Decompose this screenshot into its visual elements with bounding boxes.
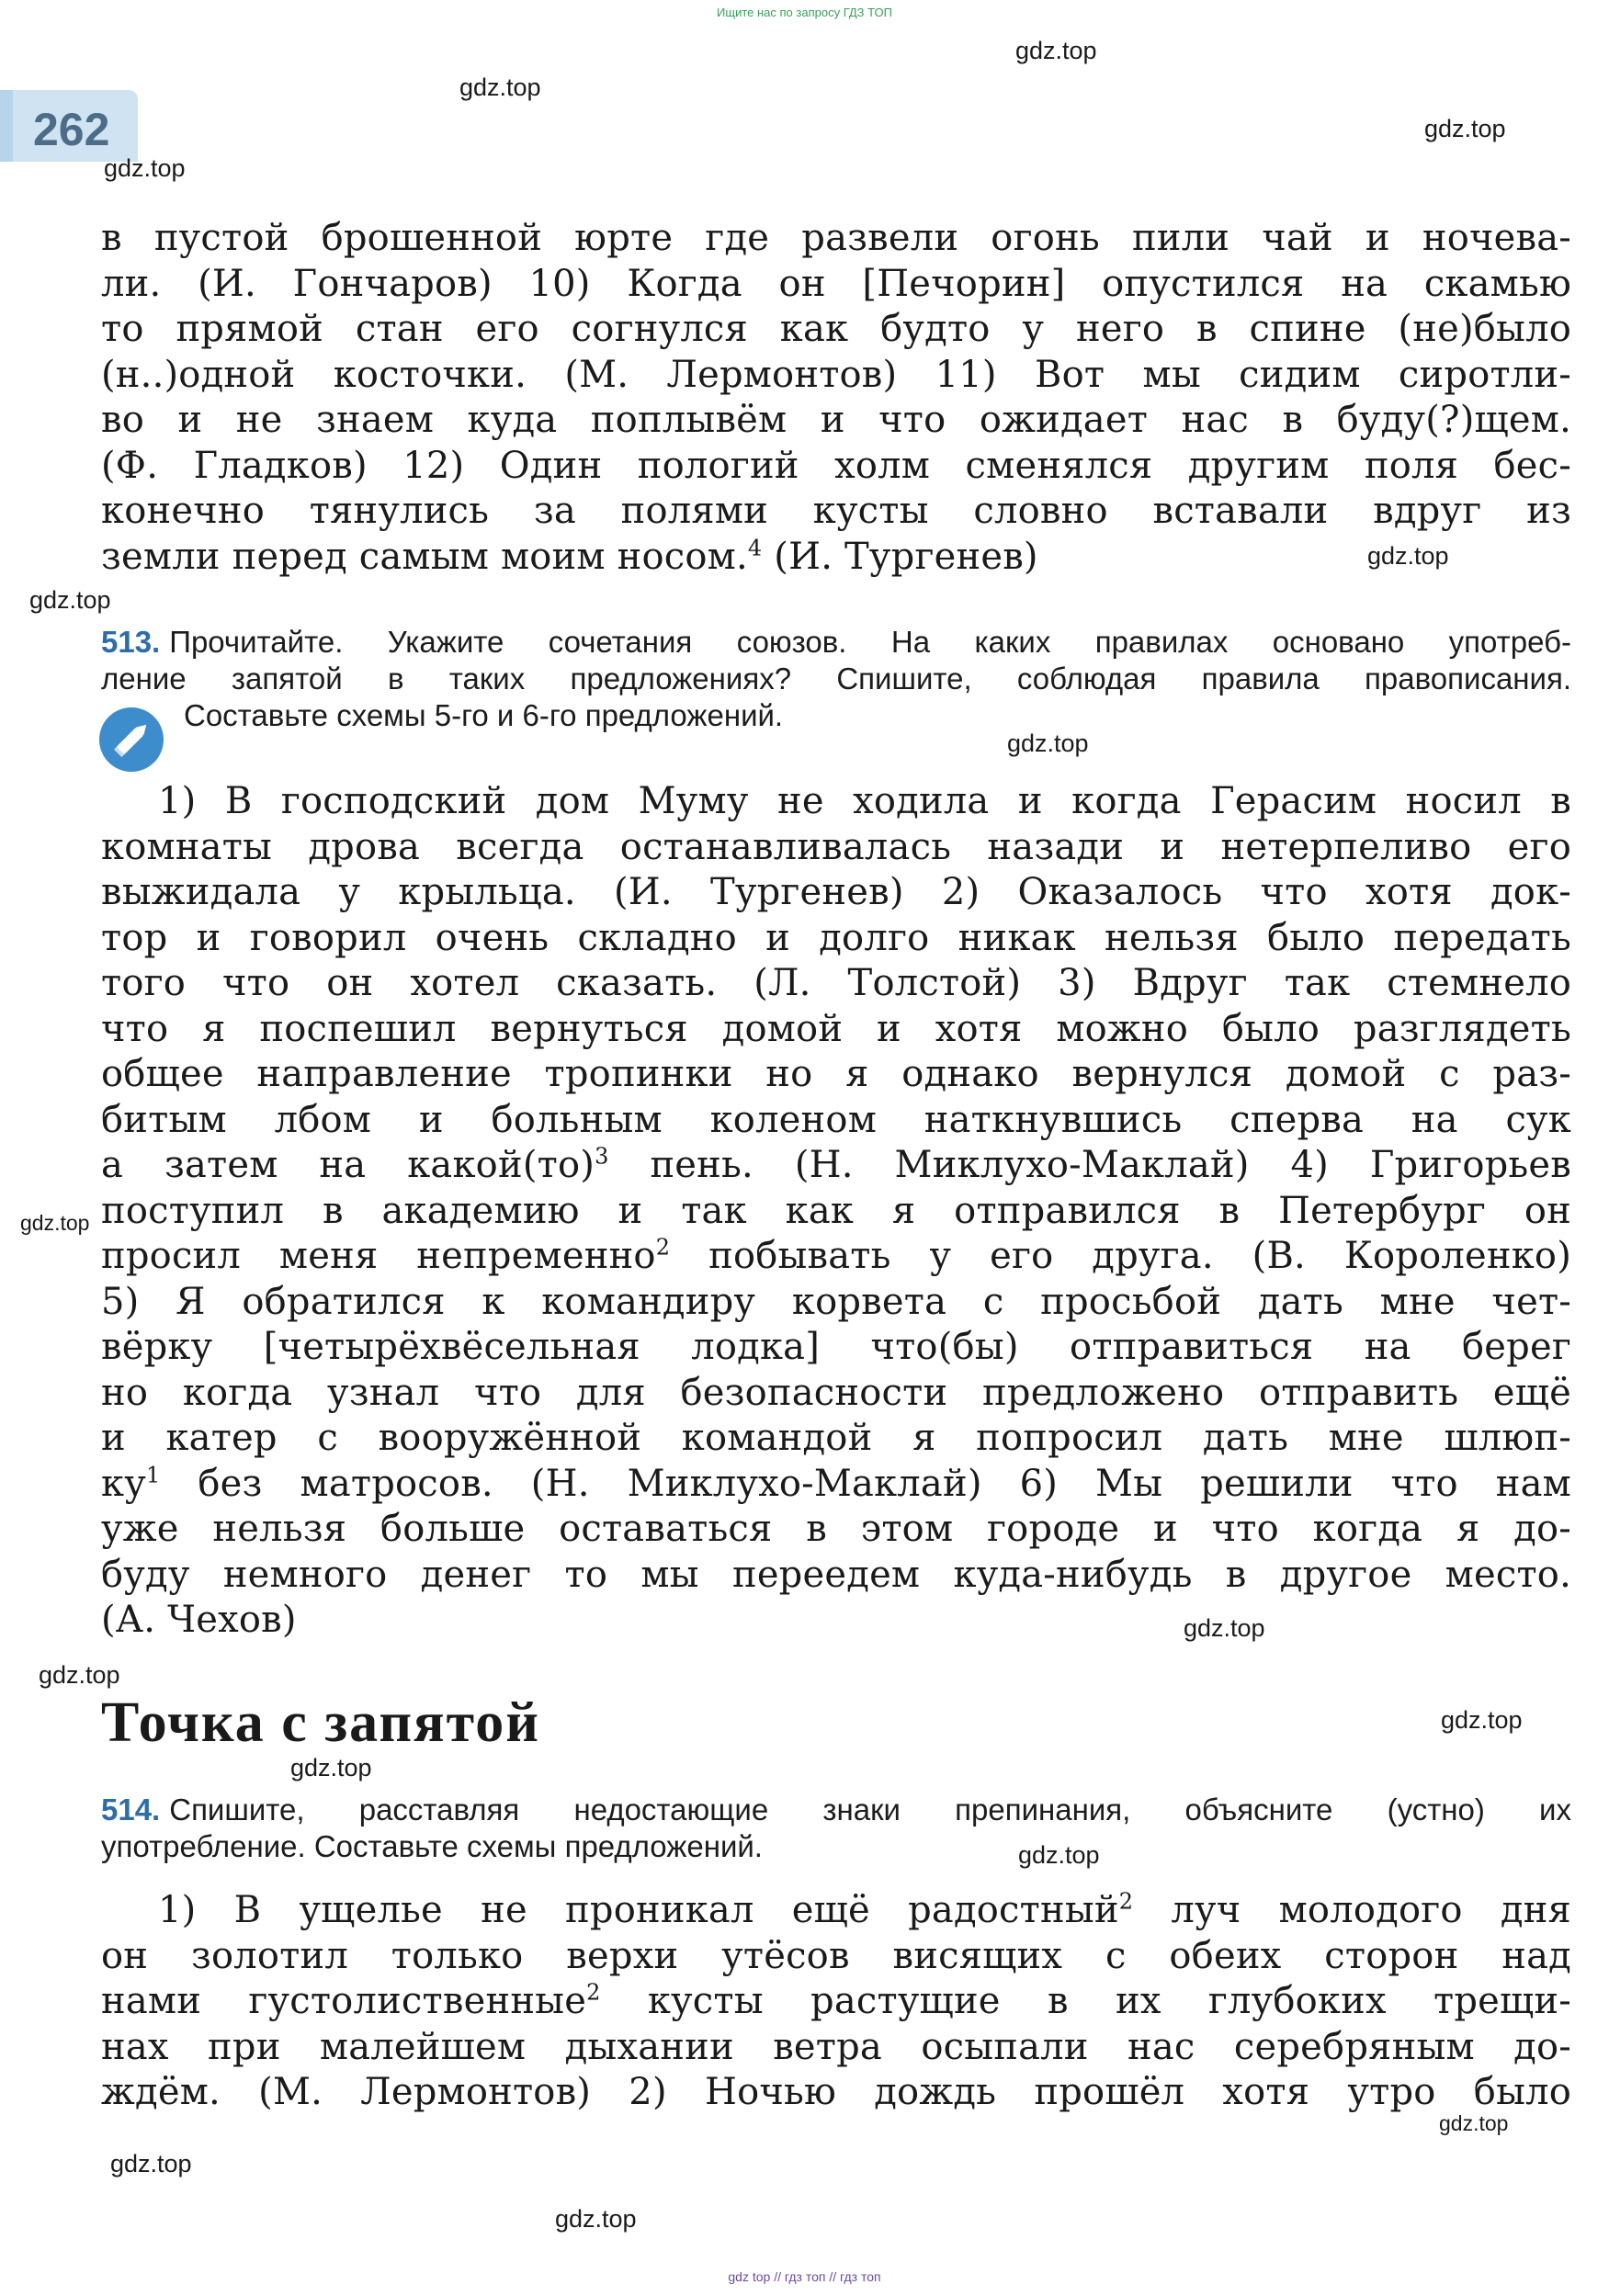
text-line: того что он хотел сказать. (Л. Толстой) 3) Вдруг так стемнело [101,962,1571,1004]
paragraph-top [101,216,1571,580]
text-line: ли. (И. Гончаров) 10) Когда он [Печорин] опустился на скамью [101,262,1571,305]
instruction-line: 514. Спишите, расставляя недостающие знаки препинания, объясните (устно) их [101,1793,1571,1827]
text-line: поступил в академию и так как я отправился в Петербург он [101,1189,1571,1232]
exercise-514-text [101,1888,1571,2116]
footnote-mark: 2 [586,1979,601,2006]
section-heading: Точка с запятой [101,1691,540,1754]
text-line: общее направление тропинки но я однако вернулся домой с раз- [101,1053,1571,1095]
footnote-mark: 3 [595,1143,609,1170]
text-line: вёрку [четырёхвёсельная лодка] что(бы) отправиться на берег [101,1326,1571,1368]
exercise-number: 514. [101,1793,161,1827]
text-line: 1) В господский дом Муму не ходила и когда Герасим носил в [158,780,1571,822]
footnote-mark: 4 [747,535,763,561]
text-line: тор и говорил очень складно и долго никак нельзя было передать [101,916,1571,959]
text-line: ждём. (М. Лермонтов) 2) Ночью дождь прошёл хотя утро было [101,2071,1571,2113]
instruction-line: 513. Прочитайте. Укажите сочетания союзов. На каких правилах основано употреб- [101,625,1571,659]
text-line: выжидала у крыльца. (И. Тургенев) 2) Оказалось что хотя док- [101,871,1571,913]
page-number: 262 [33,104,110,155]
text-line: (н..)одной косточки. (М. Лермонтов) 11) Вот мы сидим сиротли- [101,353,1571,396]
text-line: в пустой брошенной юрте где развели огонь пили чай и ночева- [101,217,1571,259]
exercise-514-instructions [101,1792,1571,1865]
text-line: (Ф. Гладков) 12) Один пологий холм сменялся другим поля бес- [101,444,1571,487]
watermark: gdz.top [110,2150,192,2177]
text-line: 1) В ущелье не проникал ещё радостный$^2$ луч молодого дня [158,1888,1571,1931]
watermark: gdz.top [1018,1841,1100,1869]
text-line: уже нельзя больше оставаться в этом городе и что когда я до- [101,1508,1571,1550]
footnote-mark: 2 [655,1234,671,1261]
watermark: gdz.top [1441,1706,1523,1734]
watermark: gdz.top [1015,37,1097,64]
text-line: он золотил только верхи утёсов висящих с обеих сторон над [101,1934,1571,1977]
text-line: то прямой стан его согнулся как будто у него в спине (не)было [101,308,1571,350]
exercise-513-text [101,779,1571,1644]
exercise-513-instructions [101,624,1571,734]
text-line: но когда узнал что для безопасности предложено отправить ещё [101,1371,1571,1414]
text-line: просил меня непременно$^2$ побывать у его друга. (В. Короленко) [101,1234,1571,1277]
footnote-mark: 2 [1118,1888,1134,1915]
text-line: $ку^1$ без матросов. (Н. Миклухо-Маклай) 6) Мы решили что нам [101,1462,1571,1505]
text-line: битым лбом и больным коленом наткнувшись сперва на сук [101,1098,1571,1141]
watermark: gdz.top [104,154,186,182]
watermark: gdz.top [29,586,111,614]
text-line: нами густолиственные$^2$ кусты растущие в их глубоких трещи- [101,1979,1571,2022]
exercise-number: 513. [101,625,161,659]
watermark: gdz.top [1439,2111,1509,2135]
instruction-line: ление запятой в таких предложениях? Спишите, соблюдая правила правописания. [101,662,1571,696]
footer: gdz top // гдз топ // гдз топ [728,2269,881,2284]
watermark: gdz.top [1007,730,1089,757]
watermark: gdz.top [290,1754,372,1781]
watermark: gdz.top [459,74,541,101]
text-line: и катер с вооружённой командой я попросил дать мне шлюп- [101,1417,1571,1459]
text-line: земли перед самым моим носом.$^4$ (И. Тургенев) [101,535,1038,578]
instruction-line: Составьте схемы 5-го и 6-го предложений. [184,698,784,732]
watermark: gdz.top [20,1211,90,1235]
watermark: gdz.top [1184,1614,1265,1642]
text-line: во и не знаем куда поплывём и что ожидает нас в буду(?)щем. [101,399,1571,441]
page-number-tab-strip [0,90,13,162]
text-line: конечно тянулись за полями кусты словно вставали вдруг из [101,490,1571,532]
instruction-line: употребление. Составьте схемы предложений. [101,1829,763,1863]
text-line: а затем на какой(то)$^3$ пень. (Н. Миклухо-Маклай) 4) Григорьев [101,1143,1572,1186]
watermark: gdz.top [1424,115,1506,142]
top-banner: Ищите нас по запросу ГДЗ ТОП [717,6,892,19]
text-line: буду немного денег то мы переедем куда-нибудь в другое место. [101,1553,1571,1596]
watermark: gdz.top [1367,542,1449,570]
footnote-mark: 1 [145,1462,161,1488]
text-line: что я поспешил вернуться домой и хотя можно было разглядеть [101,1007,1571,1050]
watermark: gdz.top [39,1661,120,1689]
text-line: комнаты дрова всегда останавливалась назади и нетерпеливо его [101,825,1571,868]
pencil-icon [99,707,164,772]
text-line: нах при малейшем дыхании ветра осыпали нас серебряным до- [101,2025,1571,2068]
text-line: (А. Чехов) [101,1599,297,1641]
text-line: 5) Я обратился к командиру корвета с просьбой дать мне чет- [101,1280,1571,1323]
watermark: gdz.top [555,2205,637,2233]
